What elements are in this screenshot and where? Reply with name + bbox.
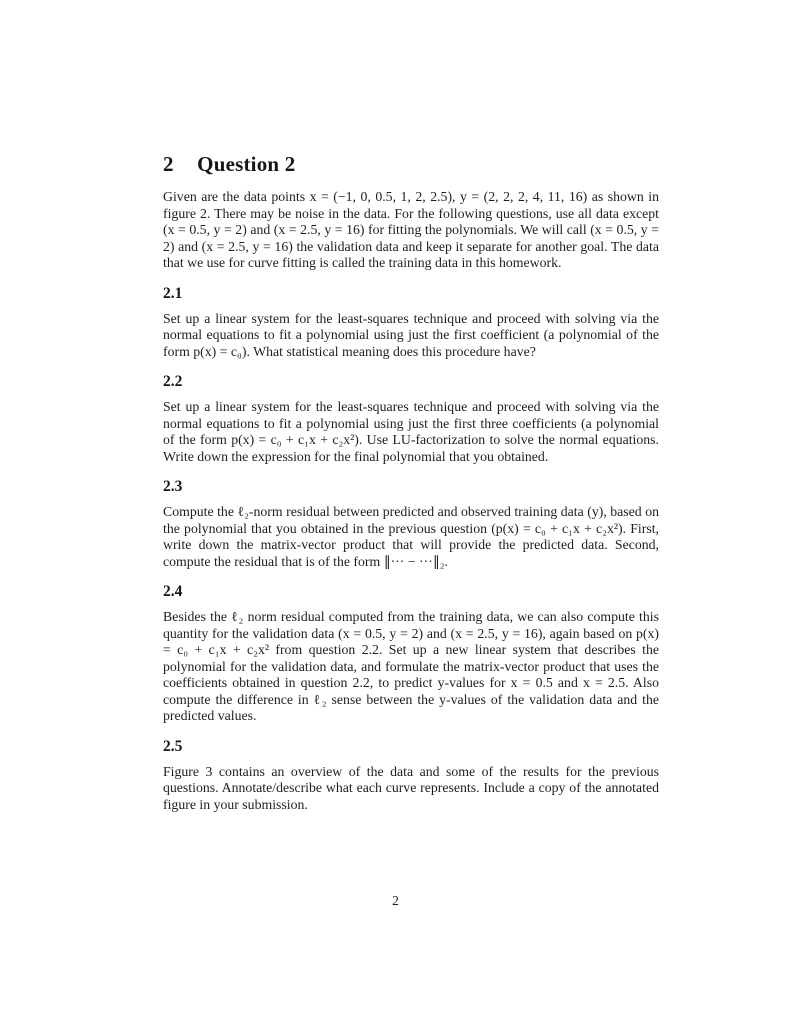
- subsection-heading-2-1: 2.1: [163, 284, 183, 302]
- subsection-heading-2-4: 2.4: [163, 583, 183, 600]
- subsection-paragraph-2-3: Compute the ℓ₂-norm residual between predicted and observed training data (y), based on the polynomial that you obtained in the previous question (p(x) = c₀ + c₁x + c₂x²). First, write down the matrix-vector product that will provide the predicted data. Second, compute the residual that is of the form ∥··· − ···∥₂.: [163, 504, 659, 569]
- subsection-paragraph-2-2: Set up a linear system for the least-squares technique and proceed with solving via the normal equations to fit a polynomial using just the first three coefficients (a polynomial of the form p(x) = c₀ + c₁x + c₂x²). Use LU-factorization to solve the normal equations. Write down the expression for the final polynomial that you obtained.: [163, 399, 659, 464]
- subsection-2-1: [163, 285, 659, 361]
- page-number: 2: [392, 893, 399, 908]
- subsection-heading-2-3: 2.3: [163, 478, 183, 495]
- subsection-2-3: [163, 478, 659, 570]
- subsection-paragraph-2-5: Figure 3 contains an overview of the data and some of the results for the previous questions. Annotate/describe what each curve represents. Include a copy of the annotated figure in your submission.: [163, 763, 659, 812]
- section-number: 2: [163, 152, 174, 176]
- subsection-2-5: [163, 738, 659, 814]
- intro-paragraph: Given are the data points x = (−1, 0, 0.5, 1, 2, 2.5), y = (2, 2, 2, 4, 11, 16) as shown in figure 2. There may be noise in the data. For the following questions, use all data except (x = 0.5, y = 2) and (x = 2.5, y = 16) for fitting the polynomials. We will call (x = 0.5, y = 2) and (x = 2.5, y = 16) the validation data and keep it separate for another goal. The data that we use for curve fitting is called the training data in this homework.: [163, 189, 659, 270]
- subsection-heading-2-5: 2.5: [163, 737, 183, 755]
- page-content: [163, 151, 659, 813]
- section-title: Question 2: [197, 152, 296, 176]
- subsection-2-2: [163, 373, 659, 465]
- subsection-heading-2-2: 2.2: [163, 373, 183, 390]
- subsection-paragraph-2-1: Set up a linear system for the least-squares technique and proceed with solving via the normal equations to fit a polynomial using just the first coefficient (a polynomial of the form p(x) = c₀). What statistical meaning does this procedure have?: [163, 310, 659, 359]
- subsection-2-4: [163, 583, 659, 725]
- section-heading: [163, 151, 659, 177]
- subsection-paragraph-2-4: Besides the ℓ₂ norm residual computed from the training data, we can also compute this quantity for the validation data (x = 0.5, y = 2) and (x = 2.5, y = 16), again based on p(x) = c₀ + c₁x + c₂x² from question 2.2. Set up a new linear system that describes the polynomial for the validation data, and formulate the matrix-vector product that uses the coefficients obtained in question 2.2, to predict y-values for x = 0.5 and x = 2.5. Also compute the difference in ℓ₂ sense between the y-values of the validation data and the predicted values.: [163, 609, 659, 723]
